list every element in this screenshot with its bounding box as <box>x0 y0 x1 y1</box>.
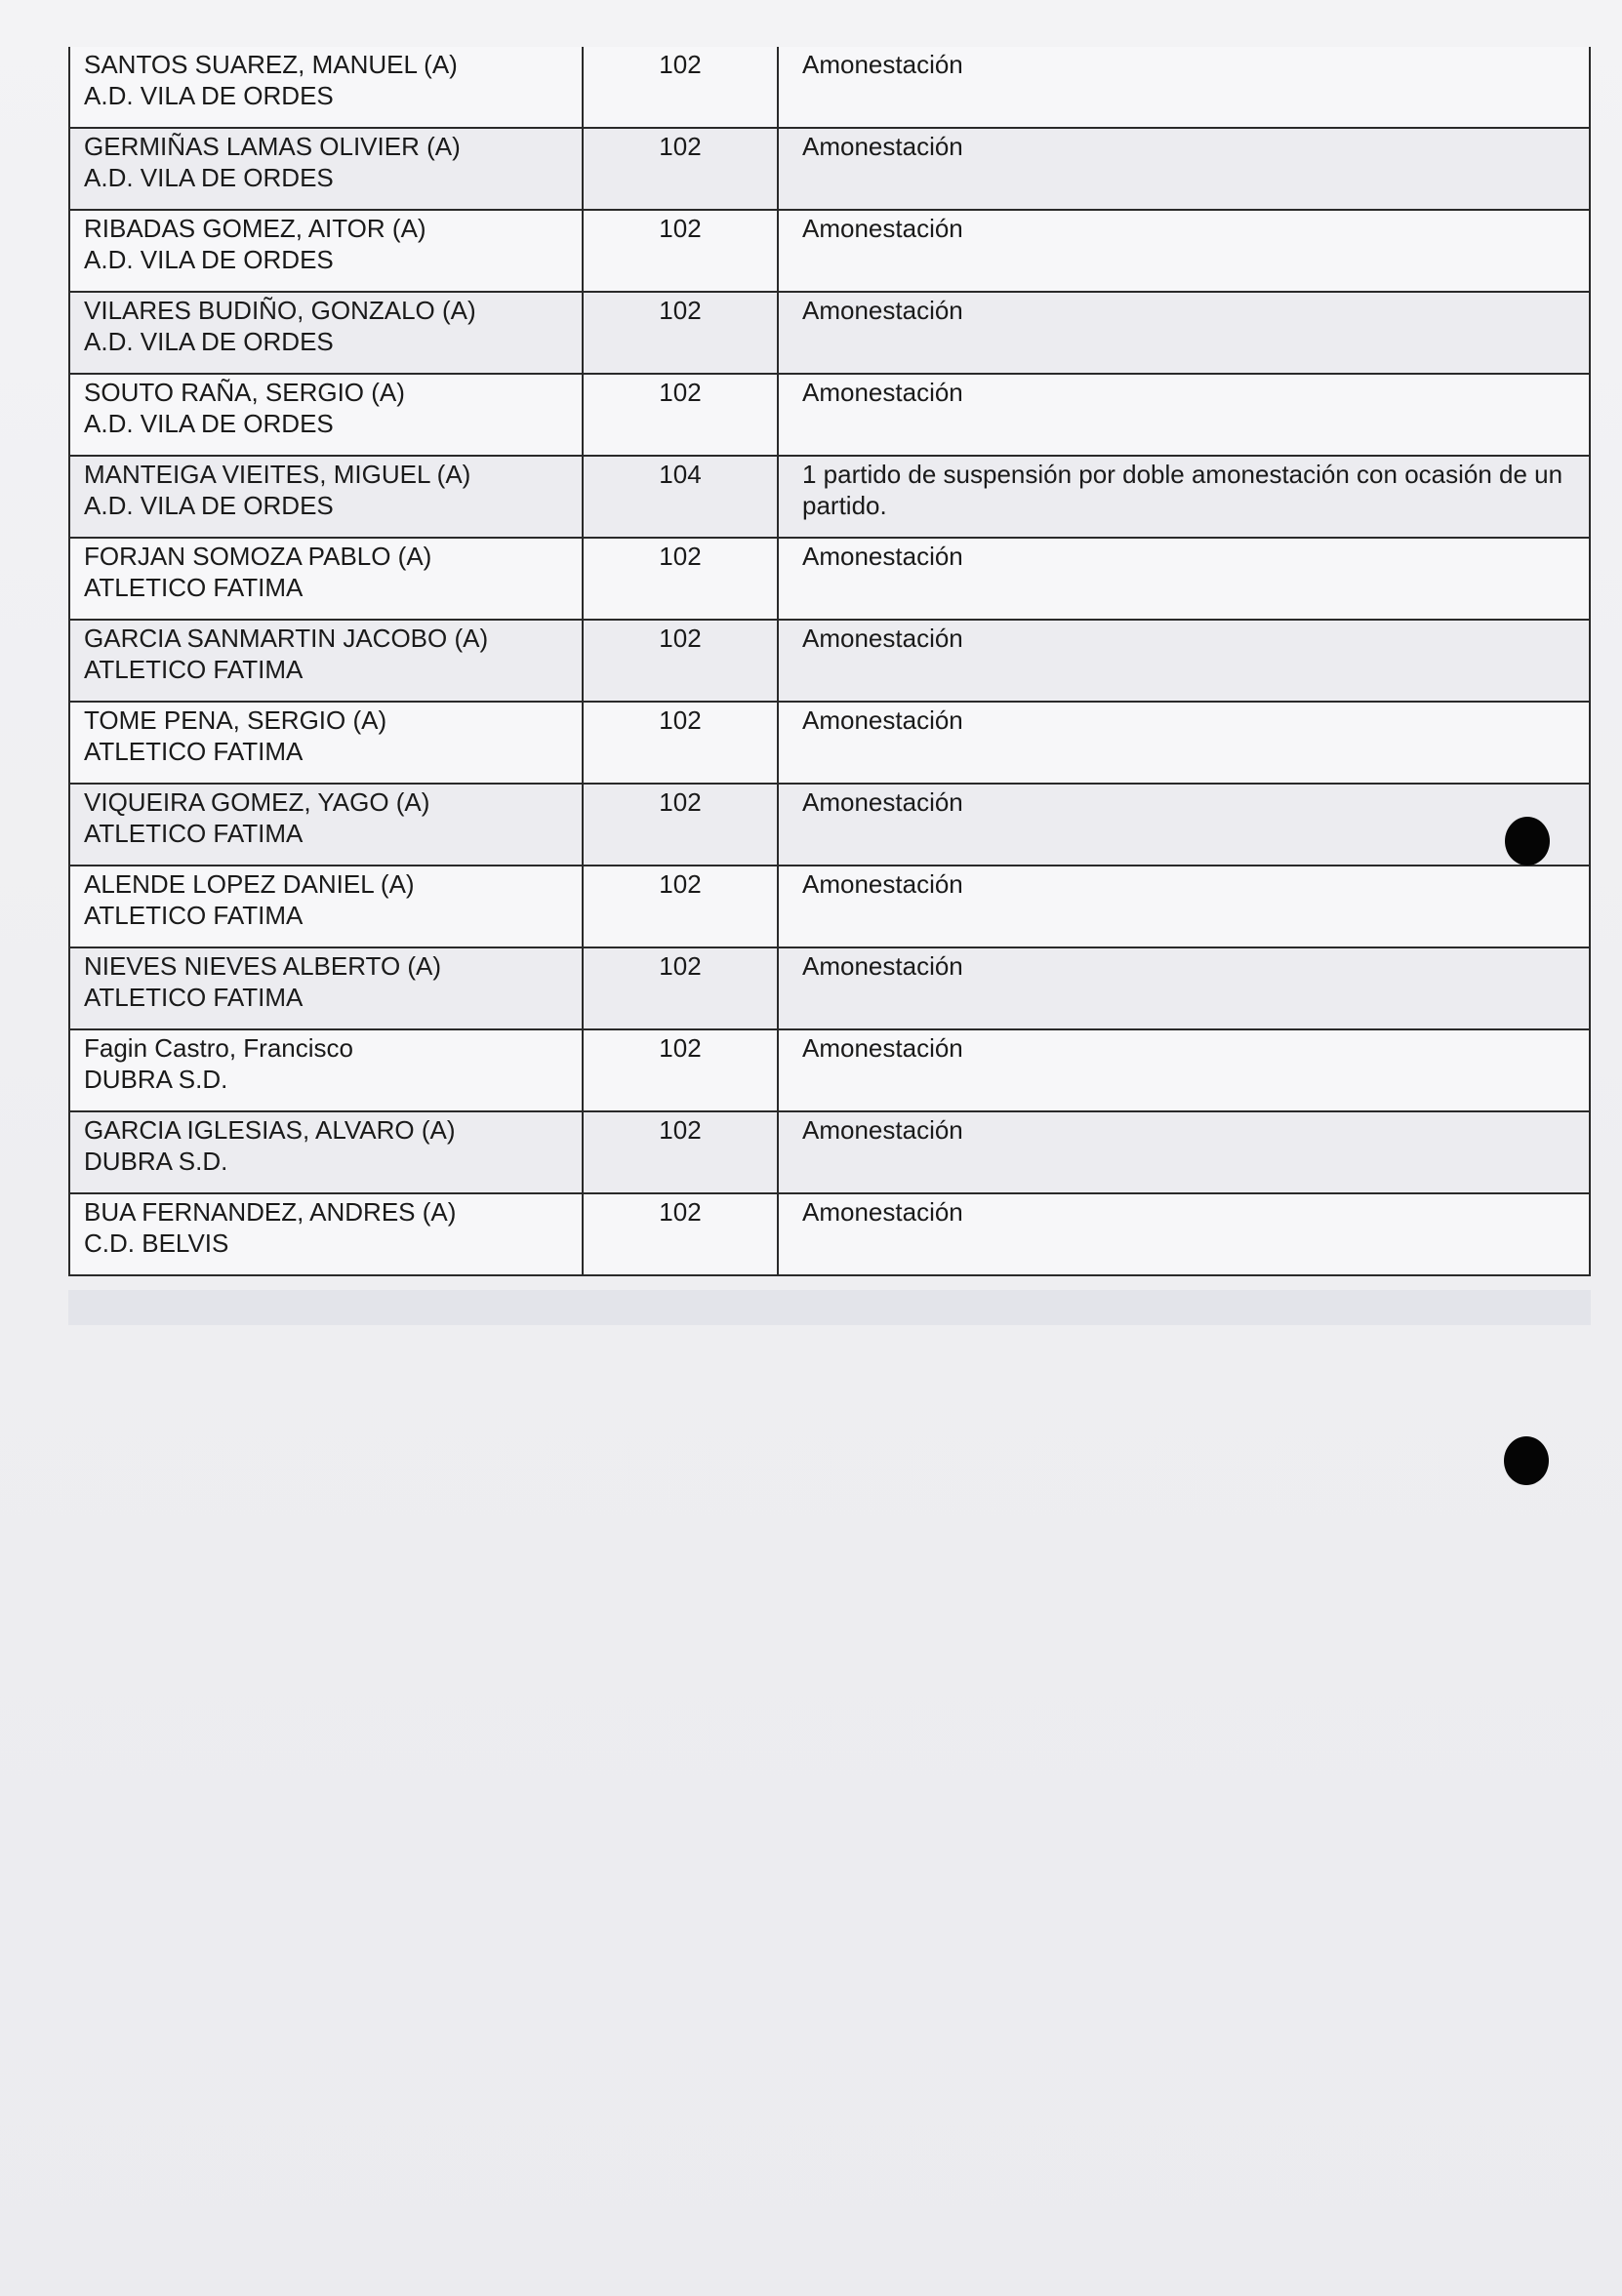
player-cell <box>69 128 583 210</box>
sanction-code: 102 <box>659 1033 702 1063</box>
table-row <box>69 784 1590 866</box>
club-name: ATLETICO FATIMA <box>84 737 304 766</box>
table-row <box>69 620 1590 702</box>
code-cell <box>583 702 778 784</box>
player-cell <box>69 1111 583 1193</box>
table-row <box>69 47 1590 128</box>
player-name: RIBADAS GOMEZ, AITOR (A) <box>84 214 426 243</box>
player-cell <box>69 292 583 374</box>
code-cell <box>583 620 778 702</box>
sanction-text: Amonestación <box>802 869 963 899</box>
sanction-text: Amonestación <box>802 50 963 79</box>
code-cell <box>583 374 778 456</box>
player-name: FORJAN SOMOZA PABLO (A) <box>84 542 432 571</box>
code-cell <box>583 538 778 620</box>
club-name: ATLETICO FATIMA <box>84 983 304 1012</box>
player-cell <box>69 538 583 620</box>
player-name: MANTEIGA VIEITES, MIGUEL (A) <box>84 460 471 489</box>
sanctions-table-container <box>68 47 1591 1276</box>
club-name: C.D. BELVIS <box>84 1229 229 1258</box>
club-name: DUBRA S.D. <box>84 1065 228 1094</box>
table-row <box>69 538 1590 620</box>
player-name: GERMIÑAS LAMAS OLIVIER (A) <box>84 132 461 161</box>
sanction-text: Amonestación <box>802 296 963 325</box>
club-name: A.D. VILA DE ORDES <box>84 491 334 520</box>
sanction-code: 102 <box>659 214 702 243</box>
code-cell <box>583 210 778 292</box>
sanction-cell <box>778 456 1590 538</box>
table-row <box>69 1111 1590 1193</box>
sanction-text: Amonestación <box>802 132 963 161</box>
club-name: ATLETICO FATIMA <box>84 901 304 930</box>
player-cell <box>69 620 583 702</box>
code-cell <box>583 292 778 374</box>
sanction-code: 104 <box>659 460 702 489</box>
sanction-code: 102 <box>659 705 702 735</box>
player-name: Fagin Castro, Francisco <box>84 1033 353 1063</box>
sanction-cell <box>778 1111 1590 1193</box>
sanction-cell <box>778 374 1590 456</box>
player-name: GARCIA IGLESIAS, ALVARO (A) <box>84 1115 456 1145</box>
club-name: A.D. VILA DE ORDES <box>84 409 334 438</box>
code-cell <box>583 947 778 1029</box>
sanction-text: Amonestación <box>802 951 963 981</box>
code-cell <box>583 1193 778 1275</box>
sanctions-table <box>68 47 1591 1276</box>
player-cell <box>69 456 583 538</box>
sanction-text: Amonestación <box>802 705 963 735</box>
player-name: ALENDE LOPEZ DANIEL (A) <box>84 869 415 899</box>
sanction-code: 102 <box>659 542 702 571</box>
player-cell <box>69 1193 583 1275</box>
sanction-cell <box>778 128 1590 210</box>
player-cell <box>69 210 583 292</box>
club-name: A.D. VILA DE ORDES <box>84 327 334 356</box>
sanction-cell <box>778 1193 1590 1275</box>
code-cell <box>583 456 778 538</box>
sanction-code: 102 <box>659 1197 702 1227</box>
table-row <box>69 866 1590 947</box>
sanction-cell <box>778 620 1590 702</box>
club-name: DUBRA S.D. <box>84 1147 228 1176</box>
club-name: ATLETICO FATIMA <box>84 573 304 602</box>
sanction-text: 1 partido de suspensión por doble amonestación con ocasión de un partido. <box>802 460 1563 520</box>
sanction-code: 102 <box>659 1115 702 1145</box>
player-name: NIEVES NIEVES ALBERTO (A) <box>84 951 442 981</box>
sanction-text: Amonestación <box>802 214 963 243</box>
table-row <box>69 947 1590 1029</box>
club-name: ATLETICO FATIMA <box>84 819 304 848</box>
table-row <box>69 128 1590 210</box>
sanction-cell <box>778 292 1590 374</box>
player-name: GARCIA SANMARTIN JACOBO (A) <box>84 624 489 653</box>
player-cell <box>69 1029 583 1111</box>
player-cell <box>69 784 583 866</box>
sanction-cell <box>778 866 1590 947</box>
player-cell <box>69 374 583 456</box>
table-row <box>69 1029 1590 1111</box>
club-name: A.D. VILA DE ORDES <box>84 81 334 110</box>
sanction-code: 102 <box>659 869 702 899</box>
table-row <box>69 210 1590 292</box>
code-cell <box>583 1111 778 1193</box>
sanction-cell <box>778 947 1590 1029</box>
sanction-text: Amonestación <box>802 1033 963 1063</box>
player-cell <box>69 866 583 947</box>
player-cell <box>69 947 583 1029</box>
sanction-code: 102 <box>659 624 702 653</box>
sanction-code: 102 <box>659 50 702 79</box>
sanction-text: Amonestación <box>802 624 963 653</box>
sanction-code: 102 <box>659 296 702 325</box>
sanction-cell <box>778 210 1590 292</box>
club-name: ATLETICO FATIMA <box>84 655 304 684</box>
sanction-text: Amonestación <box>802 1115 963 1145</box>
sanction-cell <box>778 47 1590 128</box>
code-cell <box>583 1029 778 1111</box>
player-name: SANTOS SUAREZ, MANUEL (A) <box>84 50 458 79</box>
punch-hole-dot <box>1504 1436 1549 1485</box>
code-cell <box>583 128 778 210</box>
club-name: A.D. VILA DE ORDES <box>84 163 334 192</box>
code-cell <box>583 866 778 947</box>
sanction-code: 102 <box>659 951 702 981</box>
club-name: A.D. VILA DE ORDES <box>84 245 334 274</box>
sanction-text: Amonestación <box>802 1197 963 1227</box>
player-name: BUA FERNANDEZ, ANDRES (A) <box>84 1197 457 1227</box>
sanction-cell <box>778 1029 1590 1111</box>
sanction-text: Amonestación <box>802 542 963 571</box>
player-name: VIQUEIRA GOMEZ, YAGO (A) <box>84 787 430 817</box>
table-row <box>69 456 1590 538</box>
player-name: SOUTO RAÑA, SERGIO (A) <box>84 378 405 407</box>
punch-hole-dot <box>1505 817 1550 866</box>
player-name: TOME PENA, SERGIO (A) <box>84 705 387 735</box>
sanction-code: 102 <box>659 787 702 817</box>
player-name: VILARES BUDIÑO, GONZALO (A) <box>84 296 476 325</box>
sanction-code: 102 <box>659 132 702 161</box>
player-cell <box>69 702 583 784</box>
sanction-code: 102 <box>659 378 702 407</box>
sanction-cell <box>778 702 1590 784</box>
sanction-text: Amonestación <box>802 787 963 817</box>
table-row <box>69 1193 1590 1275</box>
sanction-text: Amonestación <box>802 378 963 407</box>
table-row <box>69 292 1590 374</box>
player-cell <box>69 47 583 128</box>
table-footer-band <box>68 1290 1591 1325</box>
sanction-cell <box>778 784 1590 866</box>
table-row <box>69 702 1590 784</box>
sanctions-table-body <box>69 47 1590 1275</box>
sanction-cell <box>778 538 1590 620</box>
table-row <box>69 374 1590 456</box>
code-cell <box>583 47 778 128</box>
code-cell <box>583 784 778 866</box>
